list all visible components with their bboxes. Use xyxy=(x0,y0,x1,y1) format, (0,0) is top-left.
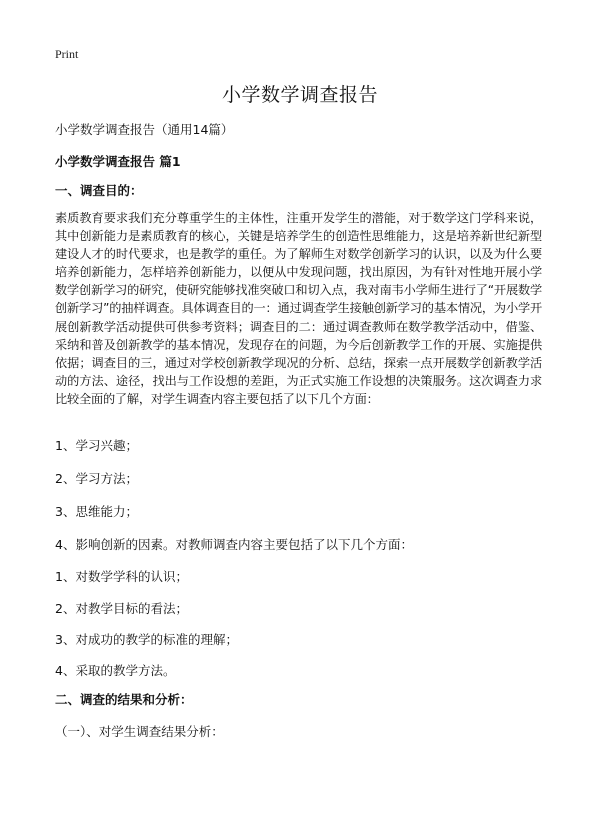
document-title: 小学数学调查报告 xyxy=(221,84,378,106)
purpose-paragraph: 素质教育要求我们充分尊重学生的主体性，注重开发学生的潜能，对于数学这门学科来说，其中创新能力是素质教育的核心，关键是培养学生的创造性思维能力，这是培养新世纪新型建设人才的时代要求，也是教学的重任。为了解师生对数学创新学习的认识，以及为什么要培养创新能力，怎样培养创新能力，以便从中发现问题，找出原因，为有针对性地开展小学数学创新学习的研究，使研究能够找准突破口和切入点，我对南韦小学师生进行了“开展数学创新学习”的抽样调查。具体调查目的一：通过调查学生接触创新学习的基本情况，为小学开展创新教学活动提供可供参考资料；调查目的二：通过调查教师在数学教学活动中，借鉴、采纳和普及创新教学的基本情况，发现存在的问题，为今后创新教学工作的开展、实施提供依据；调查目的三，通过对学校创新教学现况的分析、总结，探索一点开展数学创新教学活动的方法、途径，找出与工作设想的差距，为正式实施工作设想的决策服务。这次调查力求比较全面的了解，对学生调查内容主要包括了以下几个方面： xyxy=(55,211,542,406)
list-item: 4、影响创新的因素。对教师调查内容主要包括了以下几个方面： xyxy=(55,537,413,552)
print-link[interactable]: Print xyxy=(55,47,79,61)
section-heading-purpose: 一、调查目的： xyxy=(55,183,143,198)
list-item: 3、对成功的教学的标准的理解； xyxy=(55,632,238,647)
subsection-heading: （一）、对学生调查结果分析： xyxy=(55,724,224,739)
list-item: 1、对数学学科的认识； xyxy=(55,569,188,584)
list-item: 3、思维能力； xyxy=(55,504,138,519)
list-item: 1、学习兴趣； xyxy=(55,438,138,453)
chapter-heading: 小学数学调查报告 篇1 xyxy=(55,154,181,169)
document-subtitle: 小学数学调查报告（通用14篇） xyxy=(55,122,234,137)
list-item: 2、学习方法； xyxy=(55,471,138,486)
section-heading-results: 二、调查的结果和分析： xyxy=(55,692,193,707)
list-item: 4、采取的教学方法。 xyxy=(55,663,176,678)
list-item: 2、对教学目标的看法； xyxy=(55,601,188,616)
